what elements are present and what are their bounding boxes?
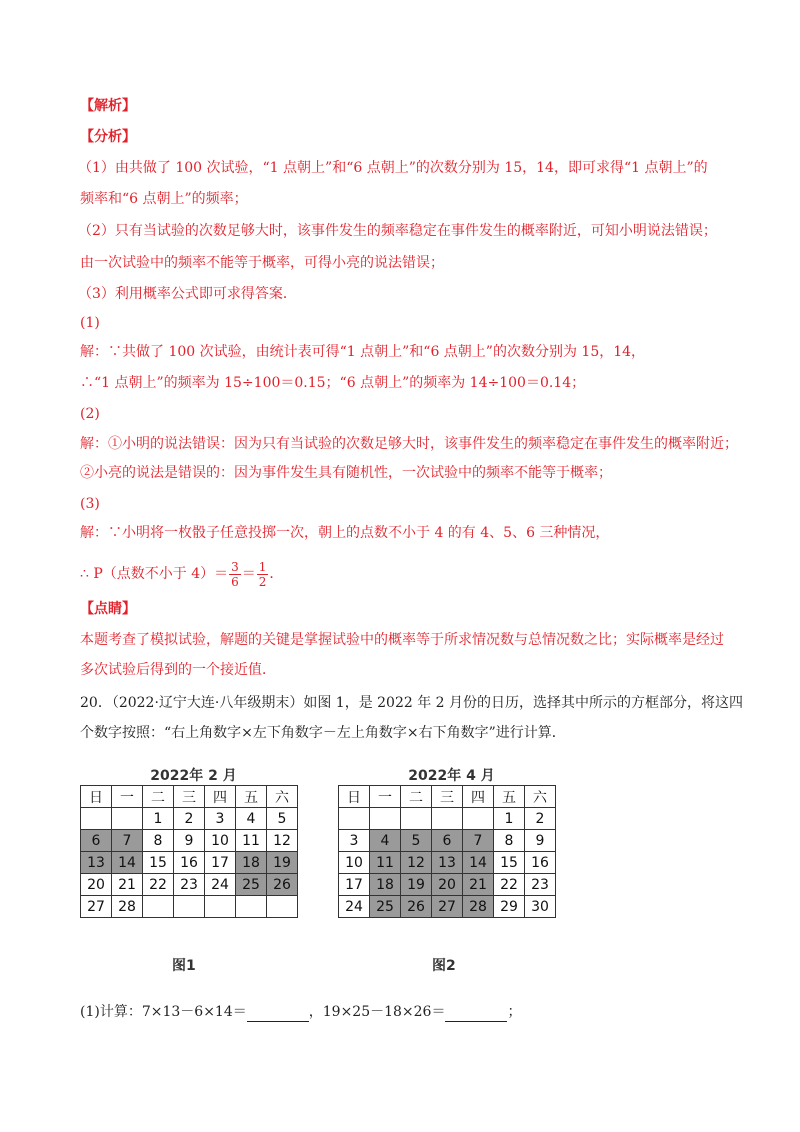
- solution-1b: ∴“1 点朝上”的频率为 15÷100＝0.15；“6 点朝上”的频率为 14÷100＝0.14；: [80, 375, 586, 391]
- equals-sign: ＝: [241, 566, 256, 582]
- calendar-day-highlighted: 28: [463, 896, 494, 918]
- calendar-day: 3: [339, 830, 370, 852]
- calendar-day: 22: [494, 874, 525, 896]
- calendar-day-highlighted: 18: [236, 852, 267, 874]
- weekday-header: 四: [463, 786, 494, 808]
- calendar-day-highlighted: 6: [432, 830, 463, 852]
- calendar-day: 23: [174, 874, 205, 896]
- calendar-day: [112, 808, 143, 830]
- calendar-day: 17: [339, 874, 370, 896]
- calendar-day-highlighted: 19: [267, 852, 298, 874]
- calendar-week-row: [339, 874, 556, 896]
- calendar-week-row: [81, 852, 298, 874]
- calendar-day: 1: [143, 808, 174, 830]
- calendar-day: 24: [339, 896, 370, 918]
- calendar-day: 29: [494, 896, 525, 918]
- calendar-day: 10: [205, 830, 236, 852]
- calendar-header-row: [339, 786, 556, 808]
- calendar-day: 8: [494, 830, 525, 852]
- calendar-week-row: [339, 830, 556, 852]
- calendar-week-row: [339, 808, 556, 830]
- calendar-header-row: [81, 786, 298, 808]
- analysis-3: （3）利用概率公式即可求得答案．: [78, 286, 297, 302]
- calendar-day-highlighted: 26: [401, 896, 432, 918]
- calendar-day-highlighted: 5: [401, 830, 432, 852]
- analysis-1: （1）由共做了 100 次试验，“1 点朝上”和“6 点朝上”的次数分别为 15，14，即可求得“1 点朝上”的: [78, 160, 708, 176]
- calendar-week-row: [339, 852, 556, 874]
- calendar-day: 23: [525, 874, 556, 896]
- calendar-2-title: 2022年 4 月: [408, 768, 495, 784]
- calendar-day: 9: [525, 830, 556, 852]
- calendar-day: 2: [174, 808, 205, 830]
- calendar-day-highlighted: 27: [432, 896, 463, 918]
- calendar-day: 9: [174, 830, 205, 852]
- calendar-week-row: [339, 896, 556, 918]
- solution-3a: 解：∵小明将一枚骰子任意投掷一次，朝上的点数不小于 4 的有 4、5、6 三种情况，: [80, 525, 610, 541]
- weekday-header: 二: [401, 786, 432, 808]
- calendar-day: [432, 808, 463, 830]
- calendar-week-row: [81, 808, 298, 830]
- weekday-header: 六: [267, 786, 298, 808]
- calendar-day-highlighted: 21: [463, 874, 494, 896]
- calendar-day: [81, 808, 112, 830]
- calendar-week-row: [81, 896, 298, 918]
- calendar-day: 30: [525, 896, 556, 918]
- calendar-day: [463, 808, 494, 830]
- calendar-day: [370, 808, 401, 830]
- calendar-day: 27: [81, 896, 112, 918]
- solution-2b: ②小亮的说法是错误的：因为事件发生具有随机性，一次试验中的频率不能等于概率；: [80, 465, 612, 481]
- calendar-day: 3: [205, 808, 236, 830]
- calendar-day-highlighted: 19: [401, 874, 432, 896]
- calendar-day-highlighted: 13: [432, 852, 463, 874]
- calendar-day-highlighted: 11: [370, 852, 401, 874]
- sentence-end: ．: [269, 566, 284, 582]
- calendar-day: [267, 896, 298, 918]
- part-2-label: (2): [80, 406, 100, 422]
- analysis-2: （2）只有当试验的次数足够大时，该事件发生的频率稳定在事件发生的概率附近，可知小明说法错误；: [78, 223, 717, 239]
- calendar-day: 5: [267, 808, 298, 830]
- calendar-day: [236, 896, 267, 918]
- weekday-header: 三: [432, 786, 463, 808]
- figure-2-label: 图2: [432, 958, 456, 974]
- calendar-day: [401, 808, 432, 830]
- calendar-week-row: [81, 874, 298, 896]
- calendar-day: [174, 896, 205, 918]
- figure-1-label: 图1: [172, 958, 196, 974]
- calendar-day: 21: [112, 874, 143, 896]
- calendar-day: 16: [525, 852, 556, 874]
- calendar-day-highlighted: 18: [370, 874, 401, 896]
- calendar-1: [80, 785, 298, 918]
- question-1-line: [80, 1002, 730, 1022]
- calendar-week-row: [81, 830, 298, 852]
- answer-blank-1[interactable]: [247, 1007, 309, 1022]
- calendar-day: [205, 896, 236, 918]
- calendar-day: 24: [205, 874, 236, 896]
- calendar-2: [338, 785, 556, 918]
- calendar-day: 28: [112, 896, 143, 918]
- calendar-day: 10: [339, 852, 370, 874]
- calendar-day: 16: [174, 852, 205, 874]
- part-3-label: (3): [80, 496, 100, 512]
- calendar-day-highlighted: 13: [81, 852, 112, 874]
- probability-prefix: ∴ P（点数不小于 4）＝: [80, 566, 229, 582]
- weekday-header: 日: [339, 786, 370, 808]
- calendar-day-highlighted: 12: [401, 852, 432, 874]
- calendar-day: 2: [525, 808, 556, 830]
- calendar-1-title: 2022年 2 月: [150, 768, 237, 784]
- calendar-day-highlighted: 26: [267, 874, 298, 896]
- weekday-header: 五: [236, 786, 267, 808]
- question-1-end: ；: [507, 1004, 522, 1020]
- fenxi-heading: 【分析】: [80, 129, 136, 145]
- calendar-day: [143, 896, 174, 918]
- question-20-line1: 20．（2022·辽宁大连·八年级期末）如图 1，是 2022 年 2 月份的日历，选择其中所示的方框部分，将这四: [80, 695, 744, 711]
- fraction-numerator: 3: [231, 559, 239, 574]
- weekday-header: 一: [370, 786, 401, 808]
- calendar-day: 15: [494, 852, 525, 874]
- fraction-denominator: 6: [231, 574, 239, 589]
- weekday-header: 五: [494, 786, 525, 808]
- calendar-day-highlighted: 7: [463, 830, 494, 852]
- analysis-2b: 由一次试验中的频率不能等于概率，可得小亮的说法错误；: [80, 255, 444, 271]
- weekday-header: 三: [174, 786, 205, 808]
- fraction-numerator: 1: [258, 559, 267, 574]
- part-1-label: (1): [80, 315, 100, 331]
- jiexi-heading: 【解析】: [80, 98, 136, 114]
- calendar-day-highlighted: 20: [432, 874, 463, 896]
- analysis-1b: 频率和“6 点朝上”的频率；: [80, 191, 248, 207]
- weekday-header: 一: [112, 786, 143, 808]
- calendar-1-grid: [80, 785, 298, 918]
- dianjing-text-2: 多次试验后得到的一个接近值．: [80, 662, 276, 678]
- calendar-day-highlighted: 14: [463, 852, 494, 874]
- calendar-day: 1: [494, 808, 525, 830]
- weekday-header: 四: [205, 786, 236, 808]
- question-1-prefix: (1)计算：7×13－6×14＝: [80, 1004, 247, 1020]
- calendar-day-highlighted: 14: [112, 852, 143, 874]
- calendar-day-highlighted: 4: [370, 830, 401, 852]
- calendar-day: 8: [143, 830, 174, 852]
- solution-2a: 解：①小明的说法错误：因为只有当试验的次数足够大时，该事件发生的频率稳定在事件发生的概率附近；: [80, 436, 738, 452]
- calendar-day: 4: [236, 808, 267, 830]
- calendar-day: 12: [267, 830, 298, 852]
- fraction-3-6: [229, 560, 241, 589]
- answer-blank-2[interactable]: [445, 1007, 507, 1022]
- weekday-header: 日: [81, 786, 112, 808]
- fraction-denominator: 2: [258, 574, 267, 589]
- calendar-day-highlighted: 25: [370, 896, 401, 918]
- calendar-day: 20: [81, 874, 112, 896]
- calendar-day-highlighted: 7: [112, 830, 143, 852]
- calendar-day: 11: [236, 830, 267, 852]
- calendar-day-highlighted: 25: [236, 874, 267, 896]
- dianjing-text-1: 本题考查了模拟试验，解题的关键是掌握试验中的概率等于所求情况数与总情况数之比；实际概率是经过: [80, 632, 724, 648]
- weekday-header: 六: [525, 786, 556, 808]
- weekday-header: 二: [143, 786, 174, 808]
- solution-3b: [80, 554, 730, 594]
- calendar-day: 15: [143, 852, 174, 874]
- calendar-day: 17: [205, 852, 236, 874]
- dianjing-heading: 【点睛】: [80, 601, 136, 617]
- question-20-line2: 个数字按照：“右上角数字×左下角数字－左上角数字×右下角数字”进行计算．: [80, 725, 566, 741]
- calendar-day-highlighted: 6: [81, 830, 112, 852]
- calendar-day: 22: [143, 874, 174, 896]
- fraction-1-2: [257, 560, 269, 589]
- solution-1a: 解：∵共做了 100 次试验，由统计表可得“1 点朝上”和“6 点朝上”的次数分别为 15，14，: [80, 344, 646, 360]
- calendar-2-grid: [338, 785, 556, 918]
- calendar-day: [339, 808, 370, 830]
- question-1-middle: ，19×25－18×26＝: [308, 1004, 446, 1020]
